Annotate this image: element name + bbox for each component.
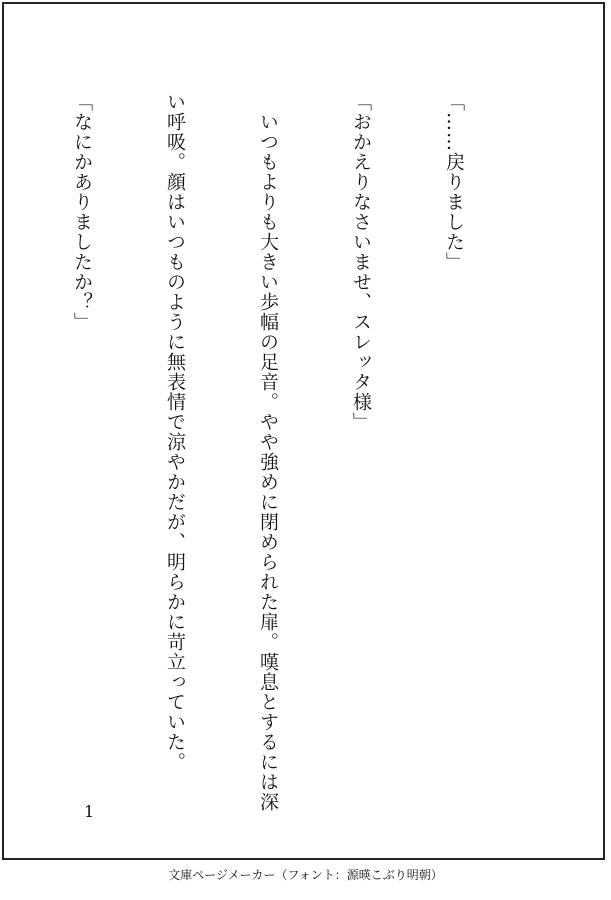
text-line	[0, 92, 4, 782]
text-line: 「なにかありましたか？」	[71, 92, 93, 332]
text-line: いつもよりも大きい歩幅の足音。やや強めに閉められた扉。嘆息とするには深	[257, 92, 279, 812]
manuscript-page	[2, 2, 605, 860]
page-number: 1	[84, 802, 95, 821]
text-line: 「……戻りました」	[443, 92, 465, 272]
text-line: 「おかえりなさいませ、スレッタ様」	[350, 92, 372, 432]
footer-credit: 文庫ページメーカー（フォント：源暎こぶり明朝）	[168, 868, 443, 882]
text-line: い呼吸。顔はいつものように無表情で涼やかだが、明らかに苛立っていた。	[164, 92, 186, 772]
vertical-text-body	[0, 92, 531, 812]
